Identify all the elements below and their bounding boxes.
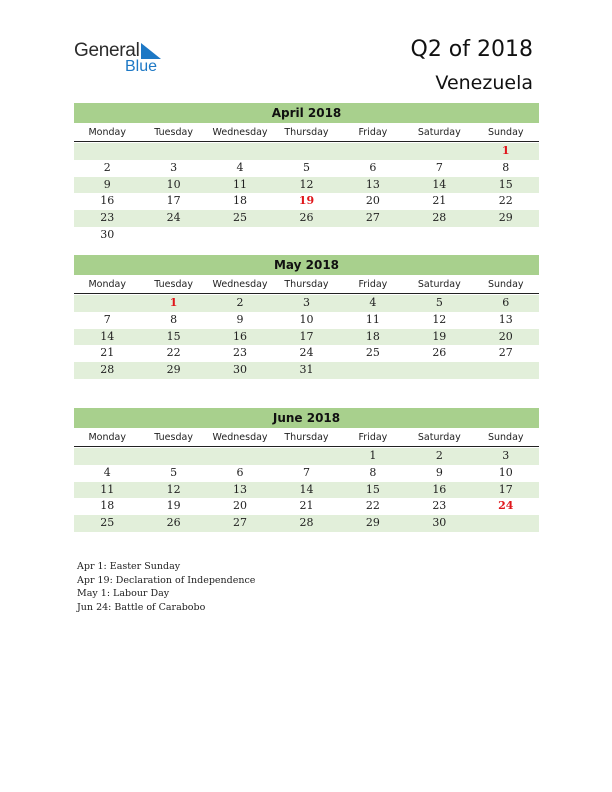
day-cell	[340, 362, 406, 379]
day-cell: 25	[100, 516, 115, 530]
day-cell	[140, 227, 206, 244]
weekday-label: Tuesday	[154, 127, 193, 138]
day-cell: 13	[233, 482, 248, 496]
day-cell: 23	[432, 499, 447, 513]
week-row	[74, 160, 539, 177]
day-cell: 30	[100, 227, 115, 241]
day-cell	[74, 448, 140, 465]
logo-triangle-icon	[141, 43, 161, 59]
week-row	[74, 227, 539, 244]
weekday-label: Tuesday	[154, 432, 193, 443]
weekday-label: Saturday	[417, 279, 461, 290]
day-cell: 12	[166, 482, 181, 496]
holiday-day-cell: 1	[169, 296, 178, 309]
weekday-label: Thursday	[284, 127, 329, 138]
day-cell: 23	[233, 346, 248, 360]
day-cell: 16	[233, 329, 248, 343]
weekday-header-row	[74, 428, 539, 447]
day-cell: 13	[365, 177, 380, 191]
day-cell: 15	[498, 177, 513, 191]
day-cell: 21	[100, 346, 115, 360]
weekday-label: Saturday	[417, 432, 461, 443]
day-cell: 31	[299, 363, 314, 377]
day-cell: 10	[299, 312, 314, 326]
day-cell: 23	[100, 211, 115, 225]
day-cell	[207, 227, 273, 244]
holiday-notes	[77, 560, 477, 614]
day-cell: 14	[100, 329, 115, 343]
day-cell: 18	[100, 499, 115, 513]
day-cell: 6	[369, 160, 377, 174]
day-cell: 11	[100, 482, 115, 496]
day-cell	[74, 143, 140, 160]
day-cell	[273, 143, 339, 160]
day-cell	[273, 227, 339, 244]
day-cell: 25	[233, 211, 248, 225]
day-cell: 16	[432, 482, 447, 496]
weekday-label: Sunday	[487, 279, 524, 290]
day-cell: 29	[498, 211, 513, 225]
day-cell: 20	[365, 194, 380, 208]
day-cell: 6	[502, 296, 510, 309]
week-row	[74, 515, 539, 532]
day-cell: 27	[365, 211, 380, 225]
day-cell: 28	[100, 363, 115, 377]
weekday-label: Friday	[358, 127, 388, 138]
week-row	[74, 177, 539, 194]
day-cell: 30	[432, 516, 447, 530]
day-cell: 15	[365, 482, 380, 496]
day-cell	[340, 143, 406, 160]
day-cell	[473, 227, 539, 244]
week-row	[74, 482, 539, 499]
day-cell: 3	[302, 296, 310, 309]
day-cell: 7	[302, 465, 310, 479]
day-cell	[207, 448, 273, 465]
day-cell: 8	[170, 312, 178, 326]
day-cell: 28	[299, 516, 314, 530]
day-cell: 4	[369, 296, 377, 309]
day-cell: 2	[435, 449, 443, 462]
day-cell: 29	[166, 363, 181, 377]
weekday-label: Saturday	[417, 127, 461, 138]
day-cell: 30	[233, 363, 248, 377]
day-cell	[406, 143, 472, 160]
day-cell: 20	[233, 499, 248, 513]
day-cell	[74, 295, 140, 312]
day-cell: 4	[103, 465, 111, 479]
day-cell	[473, 515, 539, 532]
week-row	[74, 448, 539, 465]
week-row	[74, 329, 539, 346]
day-cell: 11	[233, 177, 248, 191]
day-cell: 13	[498, 312, 513, 326]
weekday-label: Wednesday	[212, 127, 268, 138]
week-row	[74, 498, 539, 515]
week-row	[74, 210, 539, 227]
week-row	[74, 295, 539, 312]
day-cell: 10	[498, 465, 513, 479]
day-cell: 6	[236, 465, 244, 479]
day-cell: 22	[498, 194, 513, 208]
day-cell	[340, 227, 406, 244]
day-cell: 9	[435, 465, 443, 479]
day-cell	[406, 362, 472, 379]
holiday-day-cell: 1	[501, 144, 510, 157]
day-cell: 2	[236, 296, 244, 309]
weekday-label: Tuesday	[154, 279, 193, 290]
day-cell: 12	[299, 177, 314, 191]
month-calendar	[74, 255, 539, 379]
day-cell	[273, 448, 339, 465]
day-cell	[207, 143, 273, 160]
holiday-day-cell: 19	[298, 194, 315, 208]
weekday-header-row	[74, 275, 539, 294]
weekday-label: Wednesday	[212, 279, 268, 290]
month-title: May 2018	[74, 255, 539, 275]
week-row	[74, 465, 539, 482]
day-cell: 26	[432, 346, 447, 360]
holiday-note: Apr 19: Declaration of Independence	[77, 574, 256, 586]
day-cell: 29	[365, 516, 380, 530]
weekday-label: Sunday	[487, 432, 524, 443]
week-row	[74, 345, 539, 362]
day-cell: 27	[498, 346, 513, 360]
holiday-note: Jun 24: Battle of Carabobo	[77, 601, 206, 613]
holiday-day-cell: 24	[498, 499, 514, 513]
weekday-label: Wednesday	[212, 432, 268, 443]
week-row	[74, 362, 539, 379]
weekday-label: Monday	[88, 127, 126, 138]
day-cell	[473, 362, 539, 379]
month-calendar	[74, 103, 539, 244]
day-cell: 5	[302, 160, 310, 174]
day-cell: 7	[103, 312, 111, 326]
day-cell	[140, 448, 206, 465]
day-cell: 3	[502, 449, 510, 462]
day-cell	[406, 227, 472, 244]
month-calendar	[74, 408, 539, 532]
day-cell: 24	[299, 346, 314, 360]
day-cell: 19	[432, 329, 447, 343]
day-cell: 26	[166, 516, 181, 530]
day-cell: 26	[299, 211, 314, 225]
day-cell	[140, 143, 206, 160]
holiday-note: Apr 1: Easter Sunday	[77, 561, 181, 572]
weekday-label: Friday	[358, 279, 388, 290]
day-cell: 18	[233, 194, 248, 208]
day-cell: 22	[166, 346, 181, 360]
day-cell: 19	[166, 499, 181, 513]
day-cell: 3	[170, 160, 178, 174]
logo-blue-text: Blue	[125, 58, 158, 75]
day-cell: 28	[432, 211, 447, 225]
day-cell: 17	[299, 329, 314, 343]
day-cell: 14	[299, 482, 314, 496]
day-cell: 12	[432, 312, 447, 326]
day-cell: 1	[369, 449, 377, 462]
country-name: Venezuela	[435, 72, 533, 94]
week-row	[74, 193, 539, 210]
page-title: Q2 of 2018	[410, 37, 533, 62]
day-cell: 17	[498, 482, 513, 496]
page-header	[0, 0, 612, 100]
day-cell: 11	[365, 312, 380, 326]
day-cell: 17	[166, 194, 181, 208]
day-cell: 7	[435, 160, 443, 174]
day-cell: 20	[498, 329, 513, 343]
day-cell: 15	[166, 329, 181, 343]
month-title: April 2018	[74, 103, 539, 123]
day-cell: 5	[170, 465, 178, 479]
weekday-header-row	[74, 123, 539, 142]
weekday-label: Sunday	[487, 127, 524, 138]
day-cell: 2	[103, 160, 111, 174]
day-cell: 8	[502, 160, 510, 174]
weekday-label: Monday	[88, 432, 126, 443]
day-cell: 24	[166, 211, 181, 225]
logo-general-text: General	[74, 40, 140, 61]
day-cell: 9	[103, 177, 111, 191]
day-cell: 5	[435, 296, 443, 309]
day-cell: 27	[233, 516, 248, 530]
day-cell: 18	[365, 329, 380, 343]
day-cell: 25	[365, 346, 380, 360]
weekday-label: Monday	[88, 279, 126, 290]
day-cell: 16	[100, 194, 115, 208]
weekday-label: Thursday	[284, 432, 329, 443]
week-row	[74, 143, 539, 160]
day-cell: 9	[236, 312, 244, 326]
day-cell: 14	[432, 177, 447, 191]
day-cell: 21	[432, 194, 447, 208]
day-cell: 8	[369, 465, 377, 479]
holiday-note: May 1: Labour Day	[77, 588, 170, 599]
day-cell: 4	[236, 160, 244, 174]
weekday-label: Thursday	[284, 279, 329, 290]
day-cell: 10	[166, 177, 181, 191]
month-title: June 2018	[74, 408, 539, 428]
week-row	[74, 312, 539, 329]
day-cell: 21	[299, 499, 314, 513]
weekday-label: Friday	[358, 432, 388, 443]
generalblue-logo	[74, 40, 174, 80]
day-cell: 22	[365, 499, 380, 513]
